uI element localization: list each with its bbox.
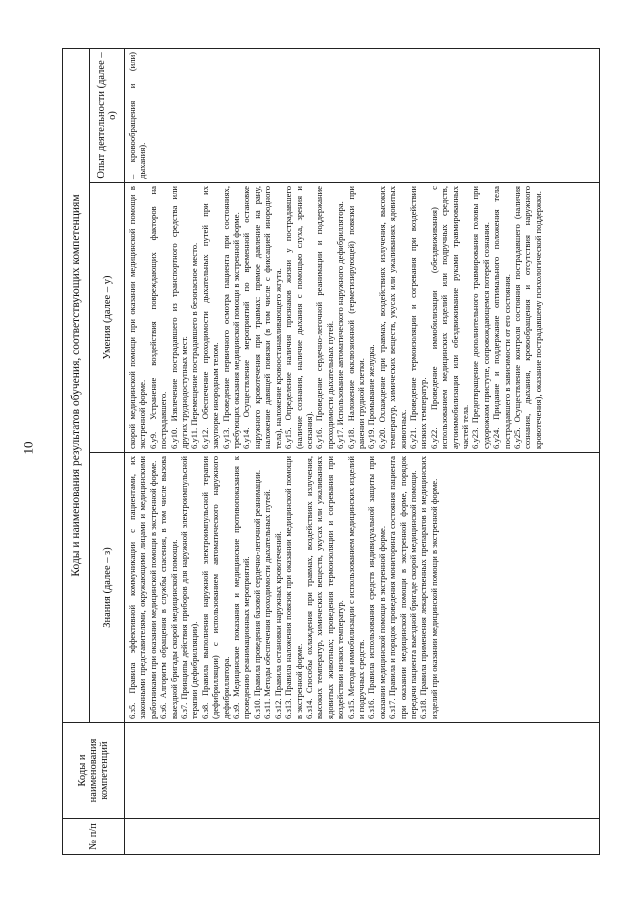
knowledge-item: 6.з15. Методы иммобилизации с использованием медицинских изделий и подручных средств.	[345, 456, 366, 719]
skill-item: 6.у15. Определение наличия признаков жизни у пострадавшего (наличие сознания, наличие дыхания с помощью слуха, зрения и осязания).	[283, 186, 314, 449]
knowledge-item: 6.з17. Правила и порядок проведения мониторинга состояния пациента при оказании медицинской помощи в экстренной форме, порядок передачи пациента выездной бригаде скорой медицинской помощи.	[387, 456, 418, 719]
skill-item: 6.у19. Промывание желудка.	[366, 344, 377, 449]
skills-cell	[125, 183, 600, 453]
header-experience: Опыт деятельности (далее – о)	[90, 48, 125, 182]
skill-item: 6.у22. Проведение иммобилизации (обездвиживания) с использованием медицинских изделий или подручных средств, аутоиммобилизация или обездвиживание руками травмированных частей тела.	[428, 186, 470, 449]
knowledge-item: 6.з16. Правила использования средств индивидуальной защиты при оказании медицинской помощи в экстренной форме.	[366, 456, 387, 719]
skill-item: 6.у16. Проведение сердечно-легочной реанимации и поддержание проходимости дыхательных путей.	[314, 186, 335, 449]
knowledge-item: 6.з13. Правила наложения повязок при оказании медицинской помощи в экстренной форме.	[283, 456, 304, 719]
competency-table	[62, 48, 600, 855]
skill-item: 6.у18. Наложение окклюзионной (герметизирующей) повязки при ранении грудной клетки.	[345, 186, 366, 449]
knowledge-item: 6.з7. Принципы действия приборов для наружной электроимпульсной терапии (дефибрилляции).	[179, 456, 200, 719]
skill-item: 6.у13. Проведение первичного осмотра пациента при состояниях, требующих оказания медицинской помощи в экстренной форме.	[220, 186, 242, 449]
header-number: № п/п	[63, 819, 125, 855]
experience-cell	[125, 48, 600, 182]
knowledge-item: 6.з9. Медицинские показания и медицинские противопоказания к проведению реанимационных мероприятий.	[231, 456, 252, 719]
knowledge-cell	[125, 453, 600, 723]
skill-item: 6.у11. Перемещение пострадавшего в безопасное место.	[189, 242, 200, 449]
knowledge-item: 6.з5. Правила эффективной коммуникации с пациентами, их законными представителями, окружающими лицами и медицинскими работниками при оказании медицинской помощи в экстренной форме.	[127, 456, 158, 719]
experience-item: – кровообращения и (или) дыхания).	[127, 51, 148, 179]
cell-codes	[125, 723, 600, 819]
rotated-page-content	[62, 49, 600, 855]
knowledge-item: 6.з14. Способы охлаждения при травмах, воздействиях излучения, высоких температур, химических веществ, укусах или ужаливаниях ядовитых животных; проведения термоизоляции и согревания при воздействии низких температур.	[303, 456, 346, 719]
skill-item: 6.у10. Извлечение пострадавшего из транспортного средства или других труднодоступных мест.	[168, 186, 190, 449]
header-skills: Умения (далее – у)	[90, 183, 125, 453]
header-results: Коды и наименования результатов обучения, соответствующих компетенциям	[63, 48, 90, 722]
skill-item: скорой медицинской помощи при оказании медицинской помощи в экстренной форме.	[127, 186, 148, 449]
skill-item: 6.у23. Предотвращение дополнительного травмирования головы при судорожном приступе, сопровождающемся потерей сознания.	[470, 186, 491, 449]
skill-item: 6.у9. Устранение воздействия повреждающих факторов на пострадавшего.	[147, 186, 169, 449]
knowledge-item: 6.з18. Правила применения лекарственных препаратов и медицинских изделий при оказании медицинской помощи в экстренной форме.	[418, 456, 439, 719]
knowledge-item: 6.з11. Методы обеспечения проходимости дыхательных путей.	[262, 489, 273, 719]
cell-number	[125, 819, 600, 855]
skill-item: 6.у24. Придание и поддержание оптимального положения тела пострадавшего в зависимости от его состояния.	[491, 186, 512, 449]
skill-item: 6.у17. Использование автоматического наружного дефибриллятора.	[335, 201, 346, 449]
knowledge-item: 6.з6. Алгоритм обращения в службы спасения, в том числе вызова выездной бригады скорой медицинской помощи.	[158, 456, 179, 719]
knowledge-item: 6.з12. Правила остановки наружных кровотечений.	[272, 531, 283, 719]
header-codes: Коды и наименования компетенций	[63, 723, 125, 819]
header-knowledge: Знания (далее – з)	[90, 453, 125, 723]
skill-item: 6.у21. Проведение термоизоляции и согревания при воздействии низких температур.	[407, 186, 429, 449]
knowledge-item: 6.з8. Правила выполнения наружной электроимпульсной терапии (дефибрилляции) с использованием автоматического наружного дефибриллятора.	[199, 456, 231, 719]
page-number: 10	[20, 441, 36, 455]
skill-item: 6.у12. Обеспечение проходимости дыхательных путей при их закупорке инородным телом.	[199, 186, 221, 449]
knowledge-item: 6.з10. Правила проведения базовой сердечно-легочной реанимации.	[251, 469, 262, 719]
skill-item: 6.у25. Осуществление контроля состояния пострадавшего (наличия сознания, дыхания, кровообращения и отсутствия наружного кровотечения), оказание пострадавшему психологической поддержки.	[512, 186, 543, 449]
skill-item: 6.у14. Осуществление мероприятий по временной остановке наружного кровотечения при травмах: прямое давление на рану, наложение давящей повязки (в том числе с фиксацией инородного тела), наложение кровоостанавливающего жгута.	[241, 186, 283, 449]
skill-item: 6.у20. Охлаждение при травмах, воздействиях излучения, высоких температур, химических веществ, укусах или ужаливаниях ядовитых животных.	[376, 186, 408, 449]
